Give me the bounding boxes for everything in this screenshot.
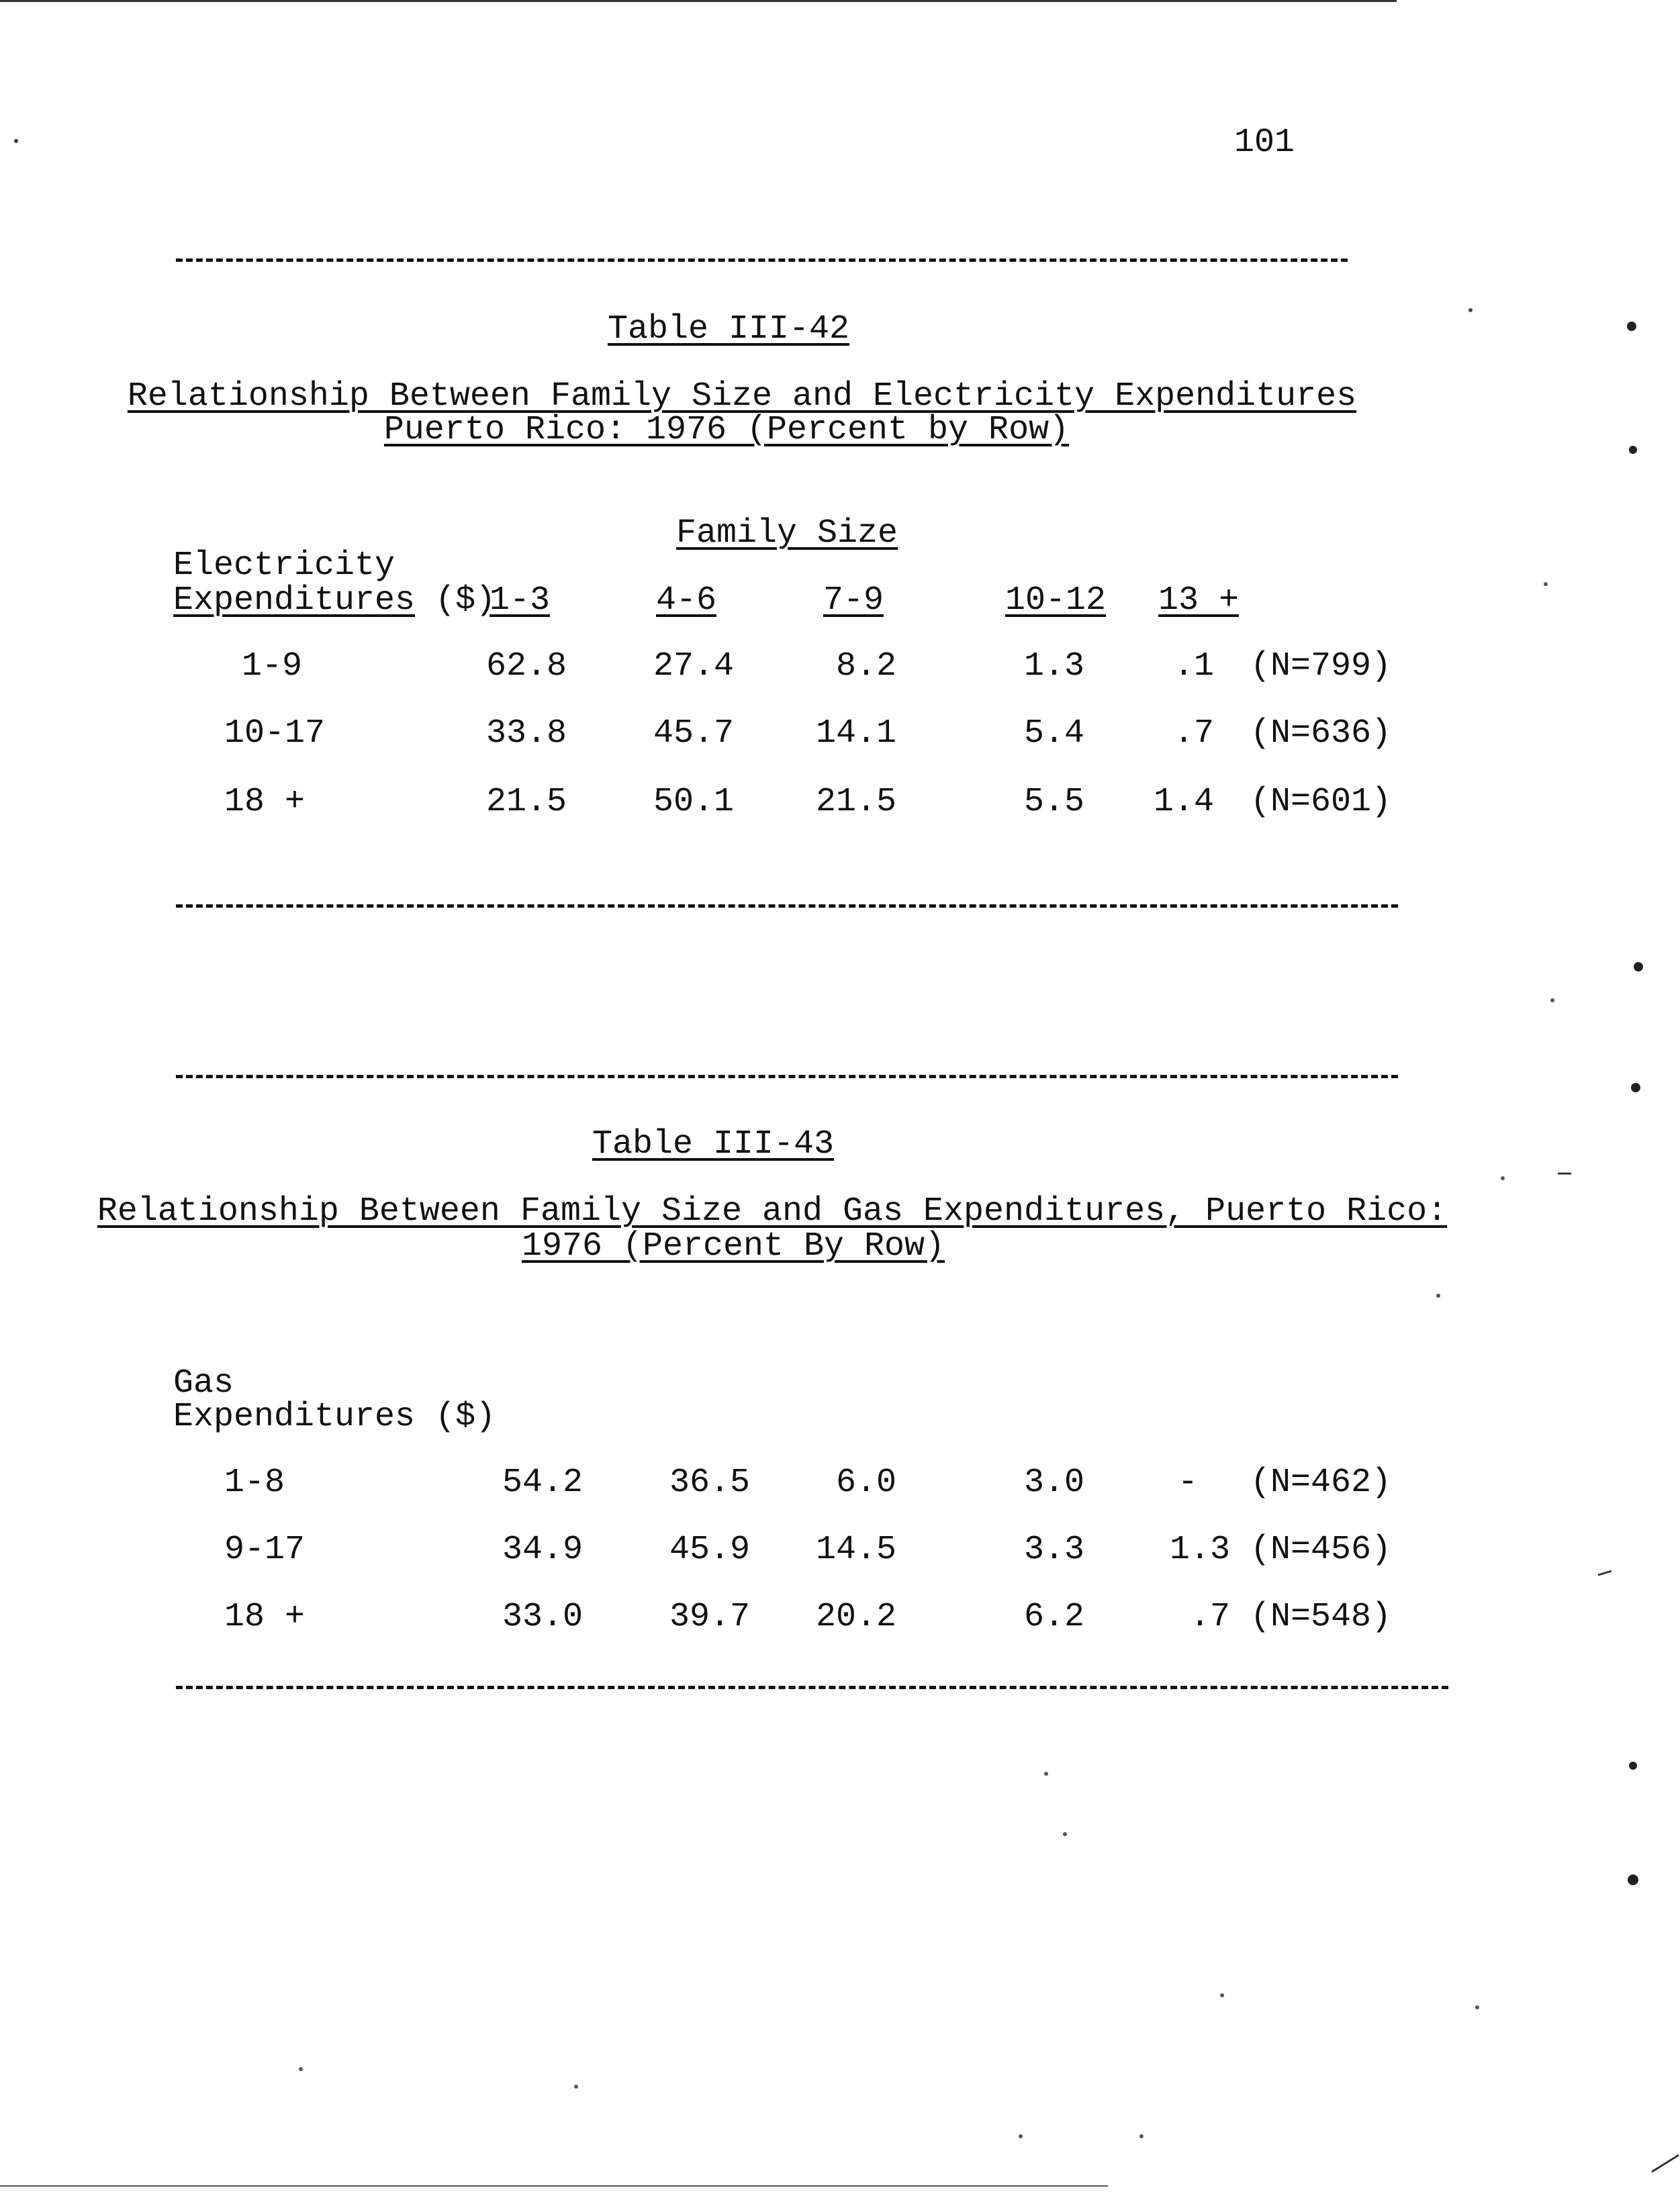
table1-cell: 5.4 <box>1023 714 1085 753</box>
table2-cell: 34.9 <box>502 1531 584 1569</box>
column-header-13-plus: 13 + <box>1158 581 1240 620</box>
table2-row-label: 1-8 <box>224 1464 285 1502</box>
table2-n-value: (N=548) <box>1250 1598 1392 1636</box>
table1-n-value: (N=636) <box>1250 714 1392 753</box>
table1-cell: 8.2 <box>835 647 896 685</box>
table2-row-header-line2: Expenditures ($) <box>173 1398 496 1436</box>
table2-cell: 54.2 <box>502 1464 584 1502</box>
table1-cell: .1 <box>1173 647 1214 685</box>
table1-cell: 1.4 <box>1153 783 1214 821</box>
table2-cell: 3.3 <box>1023 1531 1085 1569</box>
table1-row-label: 18 + <box>224 783 306 821</box>
table2-cell: 20.2 <box>815 1598 896 1636</box>
scan-speck <box>1019 2134 1023 2138</box>
scan-speck <box>1139 2134 1144 2138</box>
table2-cell: 33.0 <box>502 1598 584 1636</box>
column-header-7-9: 7-9 <box>823 581 884 620</box>
family-size-label: Family Size <box>675 514 898 553</box>
table2-top-rule <box>176 1075 1398 1078</box>
page-bottom-edge-line <box>0 2185 1108 2187</box>
table2-cell: 36.5 <box>669 1464 751 1502</box>
table2-cell: 3.0 <box>1023 1464 1085 1502</box>
table1-cell: 1.3 <box>1023 647 1085 685</box>
scan-speck <box>1063 1832 1067 1836</box>
table2-cell: 1.3 <box>1169 1531 1230 1569</box>
scan-mark <box>1598 1571 1612 1575</box>
table2-bottom-rule <box>176 1686 1448 1689</box>
scan-speck <box>1629 1762 1637 1770</box>
scan-speck <box>299 2067 303 2071</box>
table2-cell: 14.5 <box>815 1531 896 1569</box>
table1-title-line2: Puerto Rico: 1976 (Percent by Row) <box>383 411 1070 449</box>
table1-row-header-line1: Electricity <box>173 546 395 585</box>
scan-speck <box>1501 1176 1505 1180</box>
table1-cell: 14.1 <box>815 714 896 753</box>
scan-speck <box>1631 1083 1640 1092</box>
table1-cell: 21.5 <box>485 783 567 821</box>
table2-row-label: 9-17 <box>224 1531 306 1569</box>
table2-title-line1: Relationship Between Family Size and Gas Expenditures, Puerto Rico: <box>97 1192 1448 1231</box>
table1-row-header-unit: ($) <box>435 581 496 620</box>
scan-speck <box>1044 1772 1048 1776</box>
table2-cell: 45.9 <box>669 1531 751 1569</box>
table1-n-value: (N=601) <box>1250 783 1392 821</box>
table2-n-value: (N=456) <box>1250 1531 1392 1569</box>
table1-label: Table III-42 <box>607 310 850 348</box>
table1-cell: .7 <box>1173 714 1214 753</box>
table2-cell: 6.0 <box>835 1464 896 1502</box>
table1-cell: 62.8 <box>485 647 567 685</box>
table2-cell: 39.7 <box>669 1598 751 1636</box>
table2-cell: - <box>1177 1464 1198 1502</box>
table1-cell: 33.8 <box>485 714 567 753</box>
table2-row-header-line1: Gas <box>173 1364 234 1402</box>
table1-cell: 21.5 <box>815 783 896 821</box>
scan-speck <box>14 139 18 143</box>
scan-speck <box>1628 1874 1638 1885</box>
page-number: 101 <box>1234 124 1295 162</box>
table1-n-value: (N=799) <box>1250 647 1392 685</box>
table2-row-label: 18 + <box>224 1598 306 1636</box>
scan-speck <box>1627 322 1636 331</box>
scan-speck <box>1634 962 1643 971</box>
scan-mark <box>1652 2155 1679 2172</box>
table2-n-value: (N=462) <box>1250 1464 1392 1502</box>
table1-cell: 45.7 <box>653 714 735 753</box>
table1-title-line1: Relationship Between Family Size and Electricity Expenditures <box>127 377 1357 416</box>
scan-speck <box>1436 1294 1440 1298</box>
table1-cell: 27.4 <box>653 647 735 685</box>
table1-bottom-rule <box>176 904 1398 908</box>
column-header-4-6: 4-6 <box>655 581 717 620</box>
table2-title-line2: 1976 (Percent By Row) <box>521 1227 945 1266</box>
scan-speck <box>1220 1993 1224 1997</box>
table1-row-header-line2 <box>173 581 496 620</box>
scan-speck <box>574 2085 578 2089</box>
table2-cell: 6.2 <box>1023 1598 1085 1636</box>
scan-speck <box>1550 998 1554 1002</box>
scan-speck <box>1468 308 1473 312</box>
table1-row-header-text: Expenditures <box>173 581 416 620</box>
table1-row-label: 1-9 <box>242 647 303 685</box>
table2-label: Table III-43 <box>592 1125 835 1163</box>
table1-cell: 50.1 <box>653 783 735 821</box>
table2-cell: .7 <box>1189 1598 1230 1636</box>
scan-speck <box>1544 582 1548 586</box>
scan-speck <box>1475 2005 1479 2009</box>
column-header-10-12: 10-12 <box>1005 581 1107 620</box>
scan-speck <box>1629 446 1637 454</box>
page-top-edge-line <box>0 0 1397 2</box>
table1-top-rule <box>176 258 1348 262</box>
column-header-1-3: 1-3 <box>489 581 551 620</box>
table1-row-label: 10-17 <box>224 714 326 753</box>
table1-cell: 5.5 <box>1023 783 1085 821</box>
